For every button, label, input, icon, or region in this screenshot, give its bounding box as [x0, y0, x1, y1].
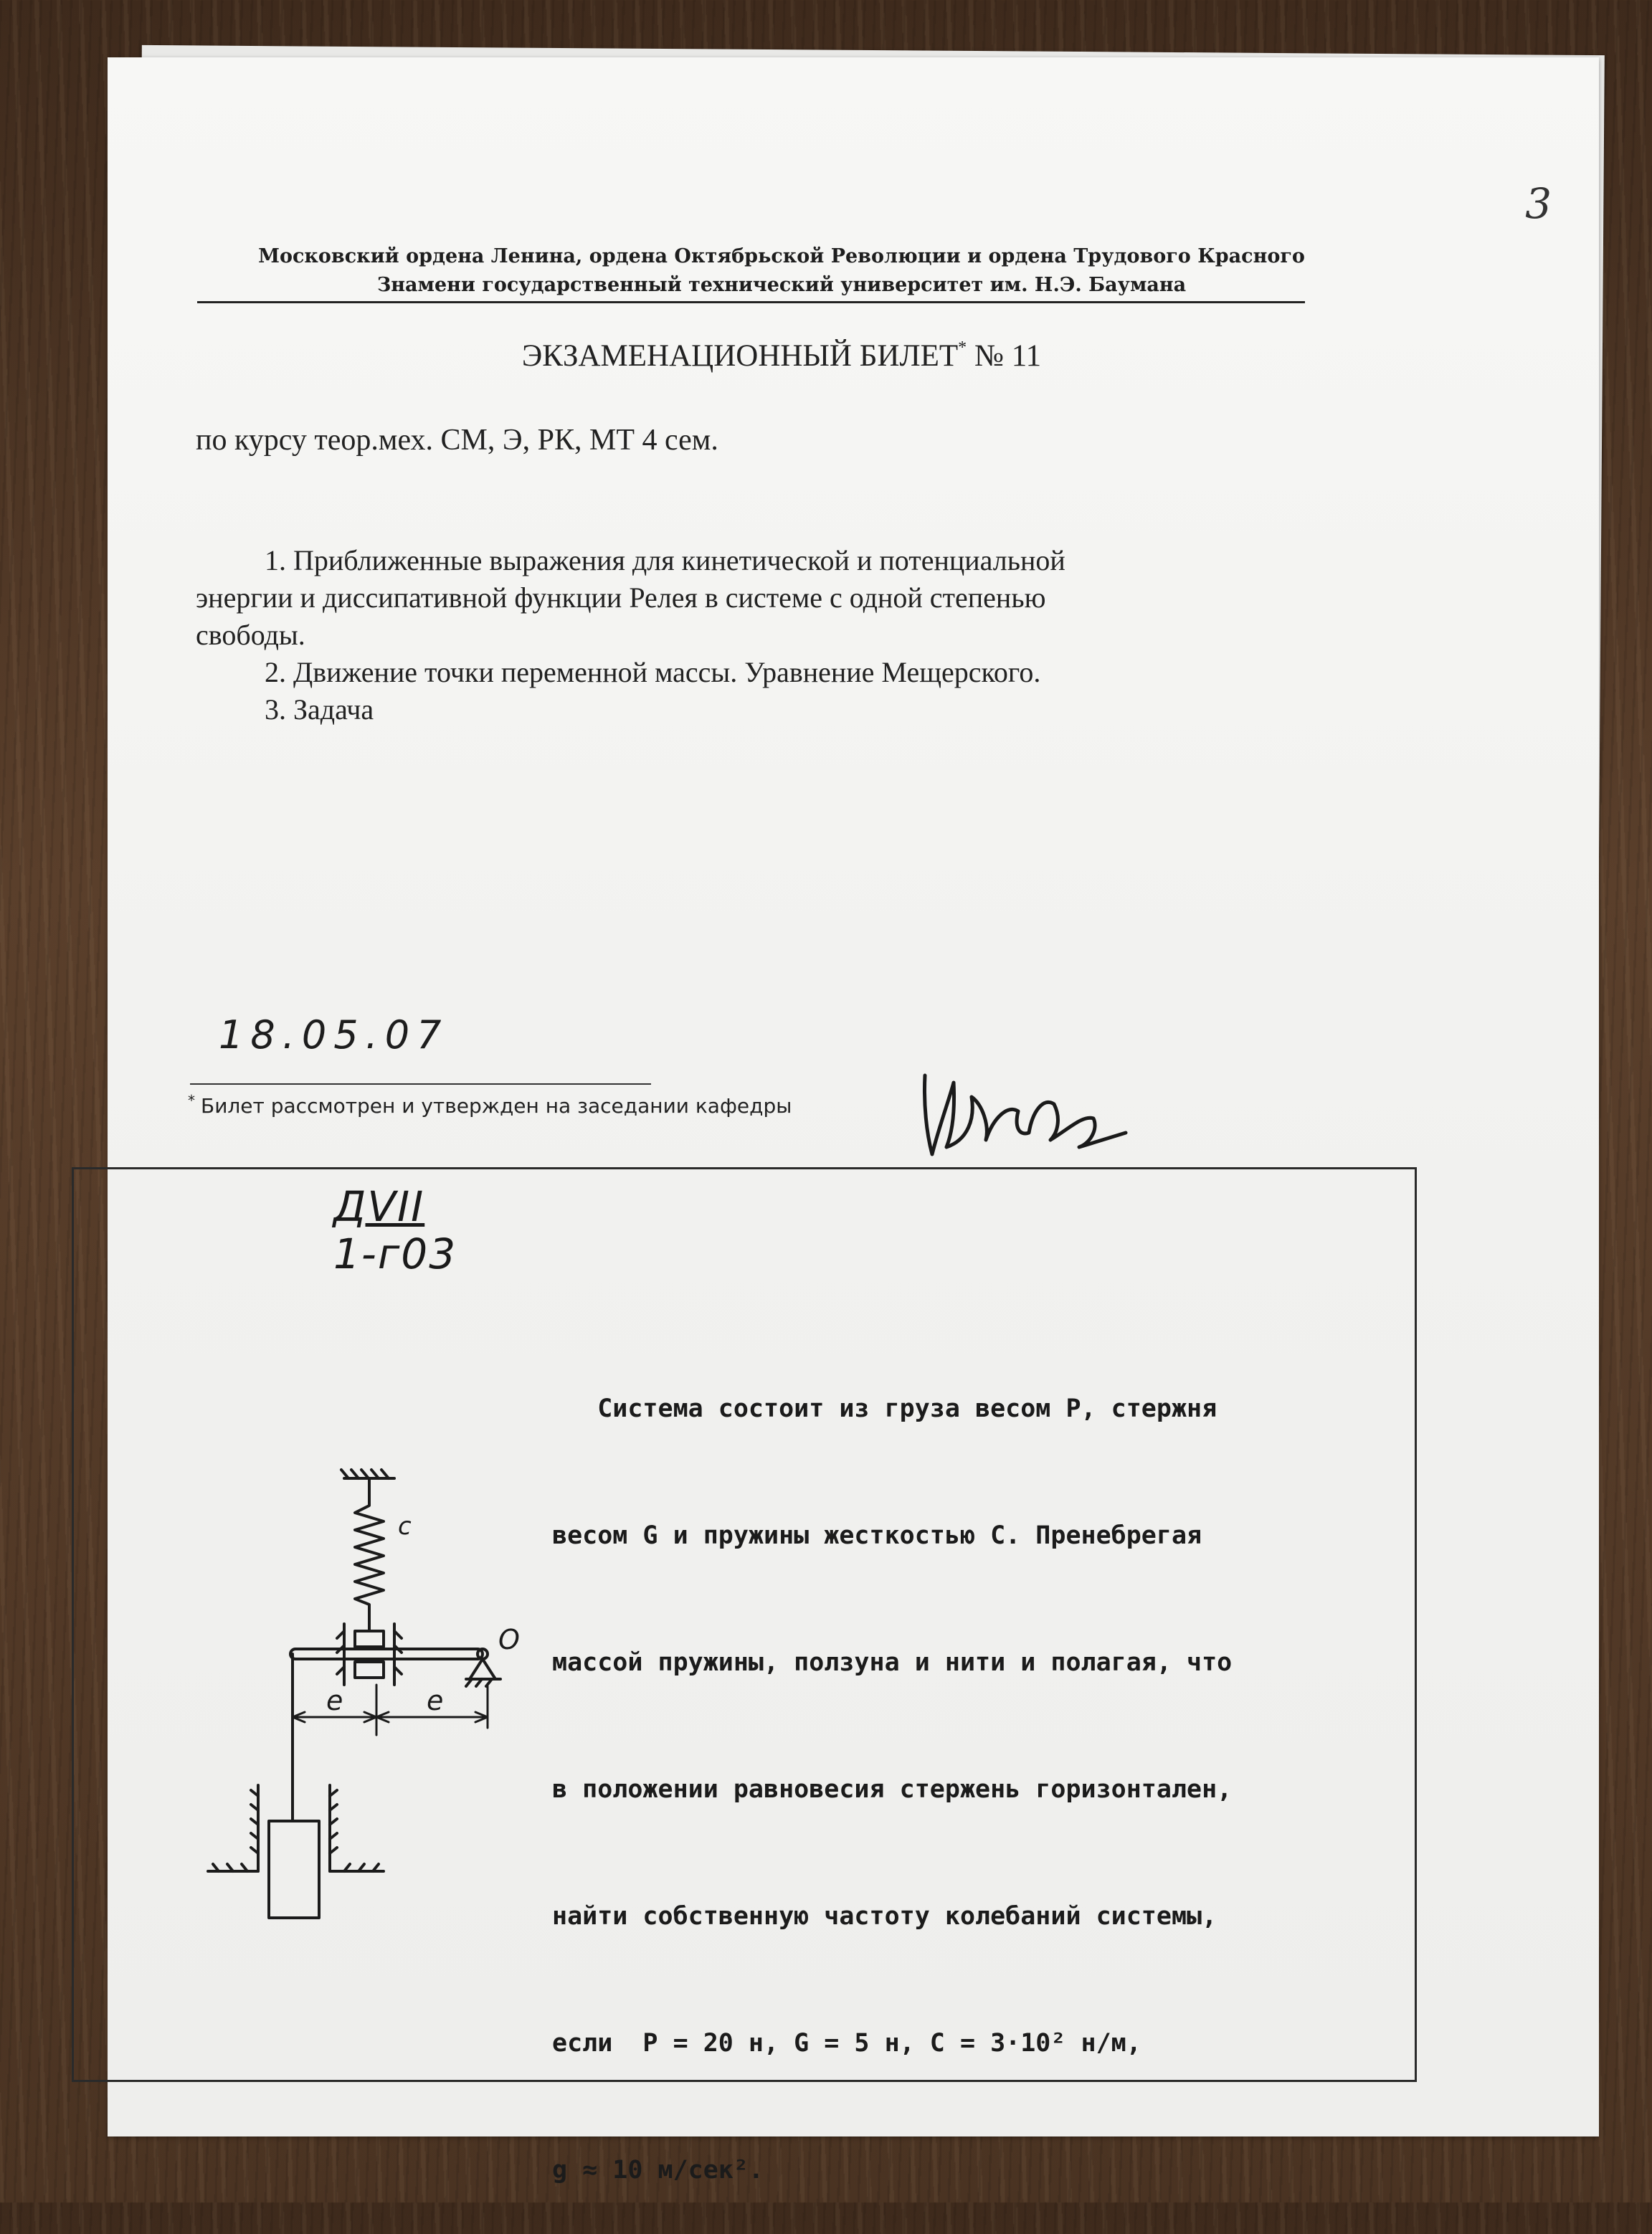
- spring: [355, 1478, 384, 1631]
- question-1-line-2: энергии и диссипативной функции Релея в системе с одной степенью: [196, 581, 1046, 614]
- ticket-number: № 11: [974, 339, 1042, 373]
- problem-text-line: Система состоит из груза весом P, стержня: [552, 1394, 1217, 1423]
- questions-list: [196, 542, 1314, 728]
- guide-walls: [208, 1785, 384, 1871]
- left-length-label: e: [326, 1685, 343, 1716]
- university-line-2: Знамени государственный технический университет им. Н.Э. Баумана: [376, 274, 1187, 296]
- slider: [355, 1631, 384, 1647]
- handwritten-date: 18.05.07: [219, 1012, 449, 1057]
- problem-code-line-2: 1-г03: [333, 1230, 457, 1278]
- approval-footnote: [188, 1092, 792, 1118]
- signature: [911, 1054, 1140, 1169]
- university-header: [215, 242, 1348, 300]
- question-2: 2. Движение точки переменной массы. Уравнение Мещерского.: [265, 656, 1041, 688]
- problem-text-line: если P = 20 н, G = 5 н, C = 3·10² н/м,: [552, 2029, 1141, 2058]
- problem-text-line: g ≈ 10 м/сек².: [552, 2156, 764, 2185]
- page-number: 3: [1525, 179, 1552, 228]
- spring-label: c: [398, 1512, 412, 1541]
- header-rule: [197, 301, 1305, 303]
- footnote-text: Билет рассмотрен и утвержден на заседании кафедры: [201, 1094, 792, 1118]
- pivot-label: O: [498, 1624, 520, 1655]
- problem-text-line: массой пружины, ползуна и нити и полагая, что: [552, 1648, 1233, 1677]
- slider-guides: [337, 1624, 402, 1685]
- university-line-1: Московский ордена Ленина, ордена Октябрьской Революции и ордена Трудового Красного: [258, 245, 1305, 267]
- weight-block: [269, 1821, 319, 1918]
- ticket-title-text: ЭКЗАМЕНАЦИОННЫЙ БИЛЕТ: [521, 339, 959, 373]
- question-1-line-3: свободы.: [196, 619, 305, 651]
- date-rule: [190, 1083, 651, 1085]
- course-line: по курсу теор.мех. СМ, Э, РК, МТ 4 сем.: [196, 424, 718, 457]
- ticket-title-star: *: [958, 338, 967, 357]
- mechanism-diagram: [108, 1448, 552, 1936]
- problem-code: [333, 1183, 457, 1278]
- right-length-label: e: [427, 1685, 444, 1716]
- dimension-lines: [293, 1660, 488, 1735]
- problem-text-line: весом G и пружины жесткостью C. Пренебрегая: [552, 1521, 1202, 1550]
- problem-text-line: найти собственную частоту колебаний системы,: [552, 1902, 1217, 1931]
- ticket-title: [215, 338, 1348, 374]
- problem-text: [552, 1303, 1362, 2234]
- footnote-star: *: [188, 1092, 195, 1109]
- question-1-line-1: 1. Приближенные выражения для кинетической и потенциальной: [265, 544, 1065, 576]
- rod: [290, 1649, 483, 1659]
- problem-code-line-1: ДVII: [333, 1182, 425, 1231]
- question-3: 3. Задача: [265, 693, 374, 726]
- ceiling-support: [341, 1470, 394, 1478]
- problem-text-line: в положении равновесия стержень горизонтален,: [552, 1775, 1233, 1804]
